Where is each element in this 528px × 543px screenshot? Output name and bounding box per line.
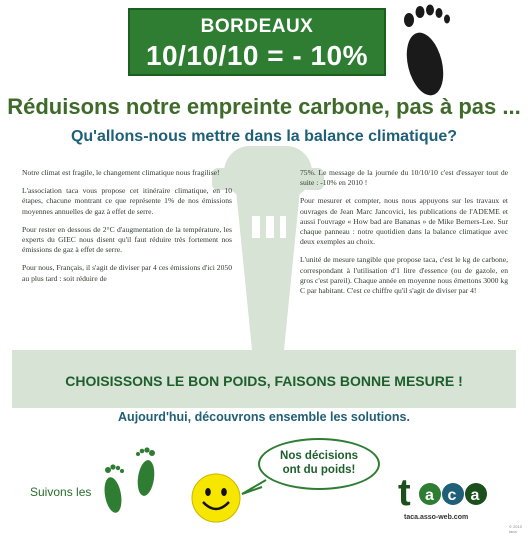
speech-bubble xyxy=(258,438,380,490)
slogan: CHOISISSONS LE BON POIDS, FAISONS BONNE MESURE ! xyxy=(65,373,463,389)
bubble-tail xyxy=(240,478,270,498)
smiley-icon xyxy=(190,472,242,524)
paragraph: L'unité de mesure tangible que propose taca, c'est le kg de carbone, correspondant à l'utilisation d'1 litre d'essence (ou de gazole, en gros c'est pareil). Chaque année en moyenne nous émettons 3000 kg C par habitant. C'est ce chiffre qu'il s'agit de diviser par 4! xyxy=(300,255,508,296)
today-line: Aujourd'hui, découvrons ensemble les solutions. xyxy=(118,410,410,424)
paragraph: Pour mesurer et compter, nous nous appuyons sur les travaux et ouvrages de Jean Marc Jancovici, les publications de l'ADEME et aussi l'ouvrage « How bad are Bananas » de Mike Berners-Lee. Sur chaque panneau : notre quotidien dans la balance climatique avec deux exemples au choix. xyxy=(300,196,508,247)
taca-logo xyxy=(398,470,498,515)
svg-text:c: c xyxy=(447,487,457,504)
svg-text:t: t xyxy=(398,472,411,514)
paragraph: Notre climat est fragile, le changement climatique nous fragilise! xyxy=(22,168,220,177)
follow-text: Suivons les xyxy=(30,485,92,499)
subheading: Qu'allons-nous mettre dans la balance climatique? xyxy=(70,128,458,145)
body-column-left xyxy=(22,168,232,292)
paragraph: 75%. Le message de la journée du 10/10/10 c'est d'essayer tout de suite : -10% en 2010 ! xyxy=(300,168,508,188)
paragraph: L'association taca vous propose cet itinéraire climatique, en 10 étapes, chacune montrant ce que représente 1% de nos émissions moyennes annuelles de gaz à effet de serre. xyxy=(22,186,232,216)
taca-url: taca.asso-web.com xyxy=(404,514,469,521)
footprint-icon xyxy=(395,2,460,102)
paragraph: Pour nous, Français, il s'agit de diviser par 4 ces émissions d'ici 2050 au plus tard : soit réduire de xyxy=(22,263,232,283)
body-column-right xyxy=(300,168,508,304)
banner-date-offer: 10/10/10 = - 10% xyxy=(145,40,369,71)
banner-city: BORDEAUX xyxy=(200,16,314,37)
svg-text:a: a xyxy=(425,487,434,504)
footprints-icon xyxy=(98,440,168,525)
bubble-text: Nos décisions ont du poids! xyxy=(280,450,358,476)
header-banner xyxy=(128,8,386,76)
paragraph: Pour rester en dessous de 2°C d'augmentation de la température, les experts du GIEC nous disent qu'il faut réduire très fortement nos émissions de gaz à effet de serre. xyxy=(22,224,232,255)
headline: Réduisons notre empreinte carbone, pas à pas ... xyxy=(7,94,521,119)
copyright: © 2010 taca xyxy=(509,524,522,534)
svg-text:a: a xyxy=(470,487,480,504)
